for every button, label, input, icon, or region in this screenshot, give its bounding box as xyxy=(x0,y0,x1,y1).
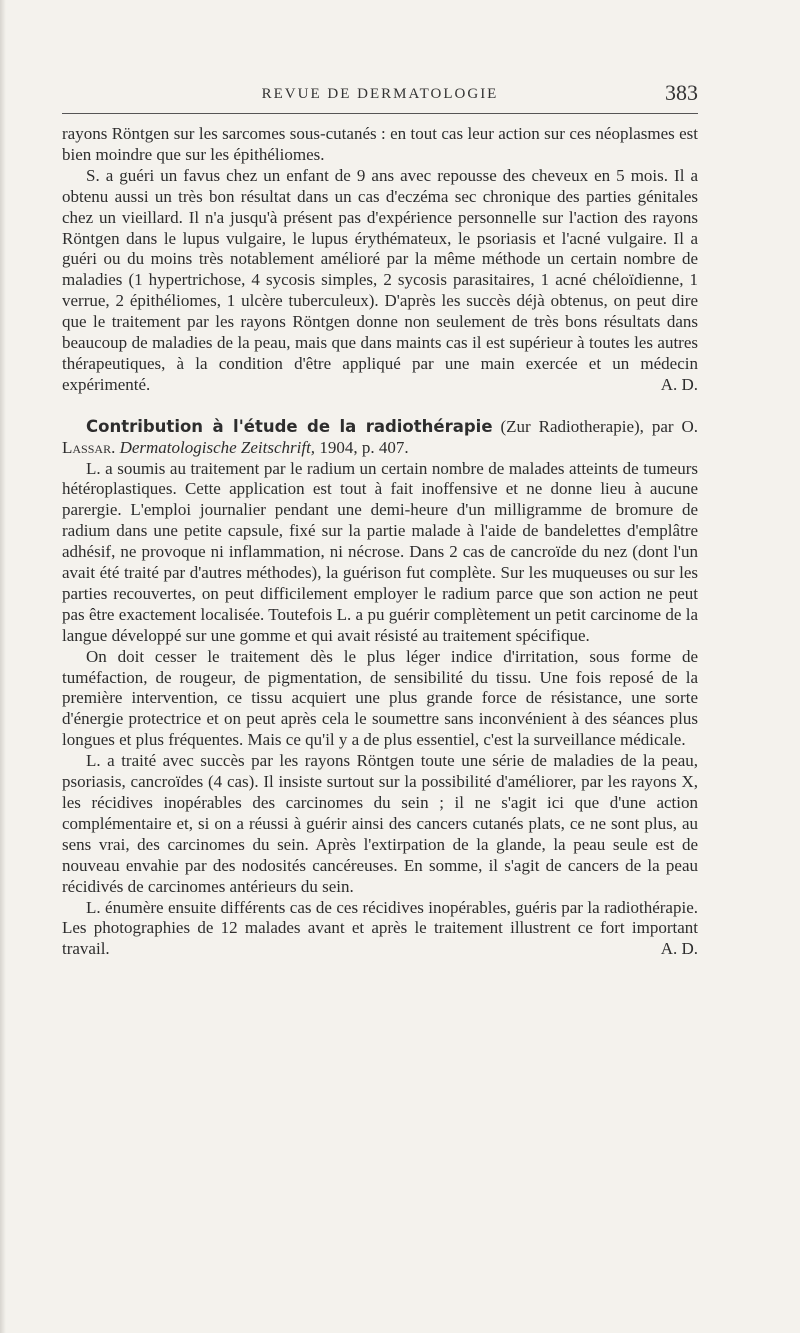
paragraph xyxy=(62,898,698,982)
article-author: Lassar. xyxy=(62,437,116,457)
article-ref: 1904, p. 407. xyxy=(319,437,409,457)
article-subtitle: (Zur Radiotherapie), xyxy=(500,416,644,436)
paragraph xyxy=(62,647,698,752)
body-text xyxy=(62,124,698,981)
paragraph xyxy=(62,459,698,647)
paragraph xyxy=(62,751,698,897)
paragraph xyxy=(62,166,698,417)
paragraph-text: L. énumère ensuite différents cas de ces récidives inopérables, guéris par la radiothérapie. Les photographies de 12 malades avant et après le traitement illustrent ce fort important travail. xyxy=(62,897,698,959)
paragraph xyxy=(62,124,698,166)
article-journal: Dermatologische Zeitschrift, xyxy=(119,437,316,457)
article-by: par O. xyxy=(651,416,699,436)
author-initials: A. D. xyxy=(660,374,698,394)
article-title: Contribution à l'étude de la radiothérapie xyxy=(86,416,493,436)
author-initials: A. D. xyxy=(660,939,698,959)
page-edge-shadow xyxy=(0,0,6,1333)
paragraph-text: On doit cesser le traitement dès le plus léger indice d'irritation, sous forme de tuméfaction, de rougeur, de pigmentation, de sensibilité du tissu. Une fois reposé de la première intervention, ce tissu acquiert une plus grande force de résistance, une sorte d'énergie protectrice et on peut après cela le soumettre sans inconvénient à des séances plus longues et plus fréquentes. Mais ce qu'il y a de plus essentiel, c'est la surveillance médicale. xyxy=(62,646,698,750)
running-head xyxy=(62,82,698,108)
paragraph-text: rayons Röntgen sur les sarcomes sous-cutanés : en tout cas leur action sur ces néoplasmes est bien moindre que sur les épithéliomes. xyxy=(62,124,698,164)
header-rule xyxy=(62,113,698,114)
paragraph-text: L. a soumis au traitement par le radium un certain nombre de malades atteints de tumeurs hétéroplastiques. Cette application est tout à fait inoffensive et ne donne lieu à aucune parergie. L'emploi journalier pendant une demi-heure d'un milligramme de bromure de radium dans une petite capsule, fixé sur la partie malade à l'aide de bandelettes d'emplâtre adhésif, ne provoque ni inflammation, ni nécrose. Dans 2 cas de cancroïde du nez (dont l'un avait été traité par d'autres méthodes), la guérison fut complète. Sur les muqueuses ou sur les parties recouvertes, on peut difficilement employer le radium parce que son action ne peut pas être exactement localisée. Toutefois L. a pu guérir complètement un petit carcinome de la langue développé sur une gomme et qui avait résisté au traitement spécifique. xyxy=(62,458,698,645)
running-title: REVUE DE DERMATOLOGIE xyxy=(261,86,499,102)
paragraph-text: S. a guéri un favus chez un enfant de 9 ans avec repousse des cheveux en 5 mois. Il a obtenu aussi un très bon résultat dans un cas d'eczéma sec chronique des parties génitales chez un vieillard. Il n'a jusqu'à présent pas d'expérience personnelle sur l'action des rayons Röntgen dans le lupus vulgaire, le lupus érythémateux, le psoriasis et l'acné vulgaire. Il a guéri ou du moins très notablement amélioré par la même méthode un certain nombre de maladies (1 hypertrichose, 4 sycosis simples, 2 sycosis parasitaires, 1 acné chéloïdienne, 1 verrue, 2 épithéliomes, 1 ulcère tuberculeux). D'après les succès déjà obtenus, on peut dire que le traitement par les rayons Röntgen donne non seulement de très bons résultats dans beaucoup de maladies de la peau, mais que dans maints cas il est supérieur à toutes les autres thérapeutiques, à la condition d'être appliqué par une main exercée et un médecin expérimenté. xyxy=(62,165,698,394)
paragraph-text: L. a traité avec succès par les rayons Röntgen toute une série de maladies de la peau, psoriasis, cancroïdes (4 cas). Il insiste surtout sur la possibilité d'améliorer, par les rayons X, les récidives inopérables des carcinomes du sein ; il ne s'agit ici que d'une action complémentaire et, si on a réussi à guérir ainsi des cancers cutanés plats, ce ne sont plus, au sens vrai, des carcinomes du sein. Après l'extirpation de la glande, la peau seule est de nouveau envahie par des nodosités cancéreuses. En somme, il s'agit de cancers de la peau récidivés de carcinomes antérieurs du sein. xyxy=(62,751,698,896)
article-heading xyxy=(62,417,698,459)
page-number: 383 xyxy=(665,80,698,105)
